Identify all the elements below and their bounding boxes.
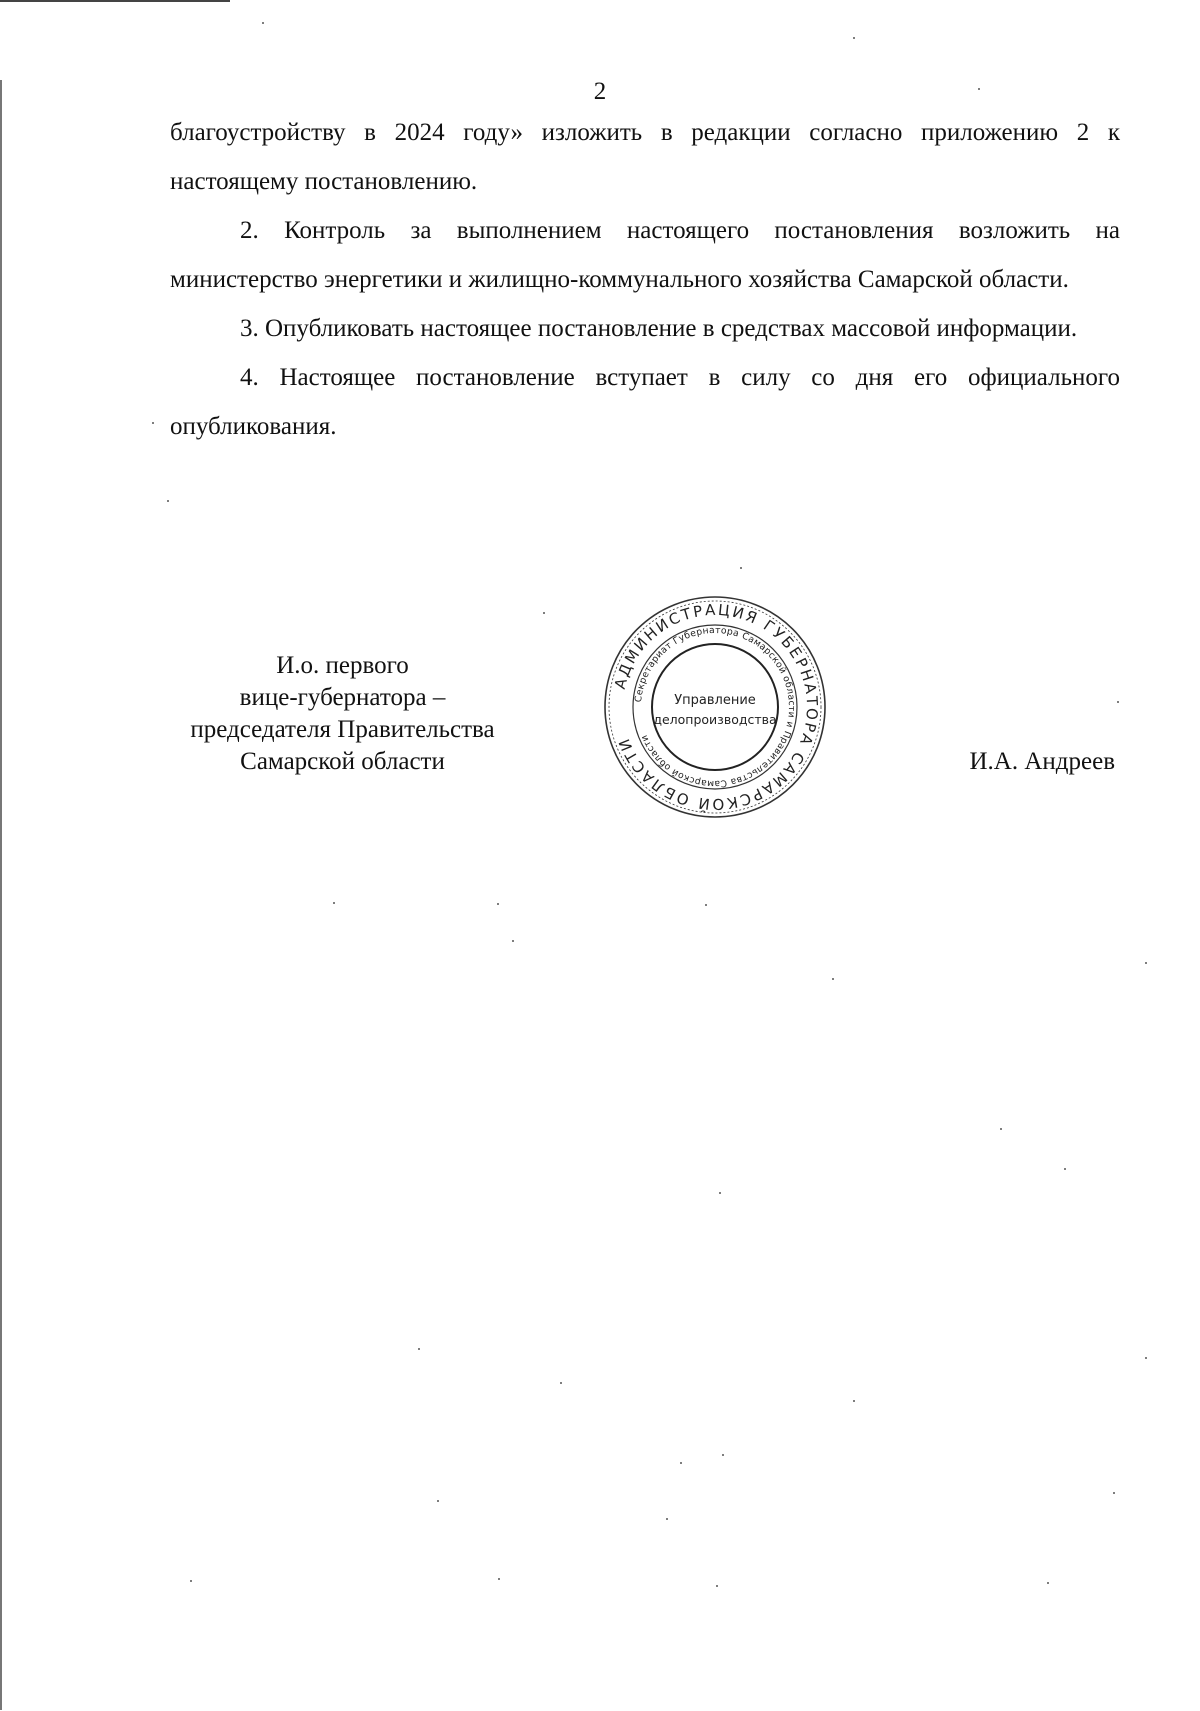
scan-speck	[719, 1192, 721, 1194]
scan-speck	[705, 904, 707, 906]
official-seal	[600, 592, 830, 822]
scan-speck	[716, 1585, 718, 1587]
scan-speck	[1145, 962, 1147, 964]
scan-speck	[1113, 1492, 1115, 1494]
scan-speck	[512, 940, 514, 942]
signatory-title	[160, 650, 525, 778]
scan-speck	[418, 1348, 420, 1350]
scan-speck	[1000, 1128, 1002, 1130]
scan-speck	[832, 978, 834, 980]
seal-outer-text: АДМИНИСТРАЦИЯ ГУБЕРНАТОРА САМАРСКОЙ ОБЛАСТИ	[610, 600, 822, 814]
seal-center-line-2: делопроизводства	[653, 712, 777, 727]
scan-speck	[497, 903, 499, 905]
scan-speck	[543, 612, 545, 614]
scan-artifact-left-edge	[0, 80, 2, 1710]
scan-speck	[853, 1400, 855, 1402]
scan-speck	[1117, 701, 1119, 703]
scan-speck	[1064, 1168, 1066, 1170]
scan-speck	[560, 1382, 562, 1384]
seal-inner-text: Секретариат Губернатора Самарской области и Правительства Самарской области	[633, 624, 798, 790]
paragraph-continuation: благоустройству в 2024 году» изложить в редакции согласно приложению 2 к настоящему постановлению.	[170, 119, 1120, 195]
seal-center-line-1: Управление	[674, 693, 756, 708]
scan-speck	[190, 1580, 192, 1582]
scan-speck	[152, 422, 154, 424]
seal-graphic	[600, 592, 830, 822]
scan-speck	[978, 88, 980, 90]
scan-artifact-top-line	[0, 0, 230, 2]
page-number: 2	[593, 78, 607, 105]
paragraph-item-2: 2. Контроль за выполнением настоящего постановления возложить на министерство энергетики и жилищно-коммунального хозяйства Самарской области.	[170, 217, 1120, 293]
signatory-name: И.А. Андреев	[969, 748, 1115, 775]
paragraph-item-4: 4. Настоящее постановление вступает в силу со дня его официального опубликования.	[170, 364, 1120, 440]
signatory-title-line-4: Самарской области	[240, 748, 445, 775]
scan-speck	[333, 902, 335, 904]
signatory-title-line-3: председателя Правительства	[190, 716, 495, 743]
scan-speck	[1145, 1357, 1147, 1359]
scan-speck	[853, 37, 855, 39]
scan-speck	[740, 567, 742, 569]
paragraph-item-3: 3. Опубликовать настоящее постановление в средствах массовой информации.	[240, 315, 1078, 342]
signatory-title-line-2: вице-губернатора –	[239, 684, 446, 711]
scan-speck	[680, 1462, 682, 1464]
scan-speck	[1047, 1582, 1049, 1584]
scan-speck	[262, 22, 264, 24]
signatory-title-line-1: И.о. первого	[276, 652, 409, 679]
document-body	[170, 108, 1120, 451]
scan-speck	[666, 1518, 668, 1520]
scan-speck	[498, 1578, 500, 1580]
scan-speck	[437, 1500, 439, 1502]
scan-speck	[722, 1454, 724, 1456]
scan-speck	[167, 500, 169, 502]
